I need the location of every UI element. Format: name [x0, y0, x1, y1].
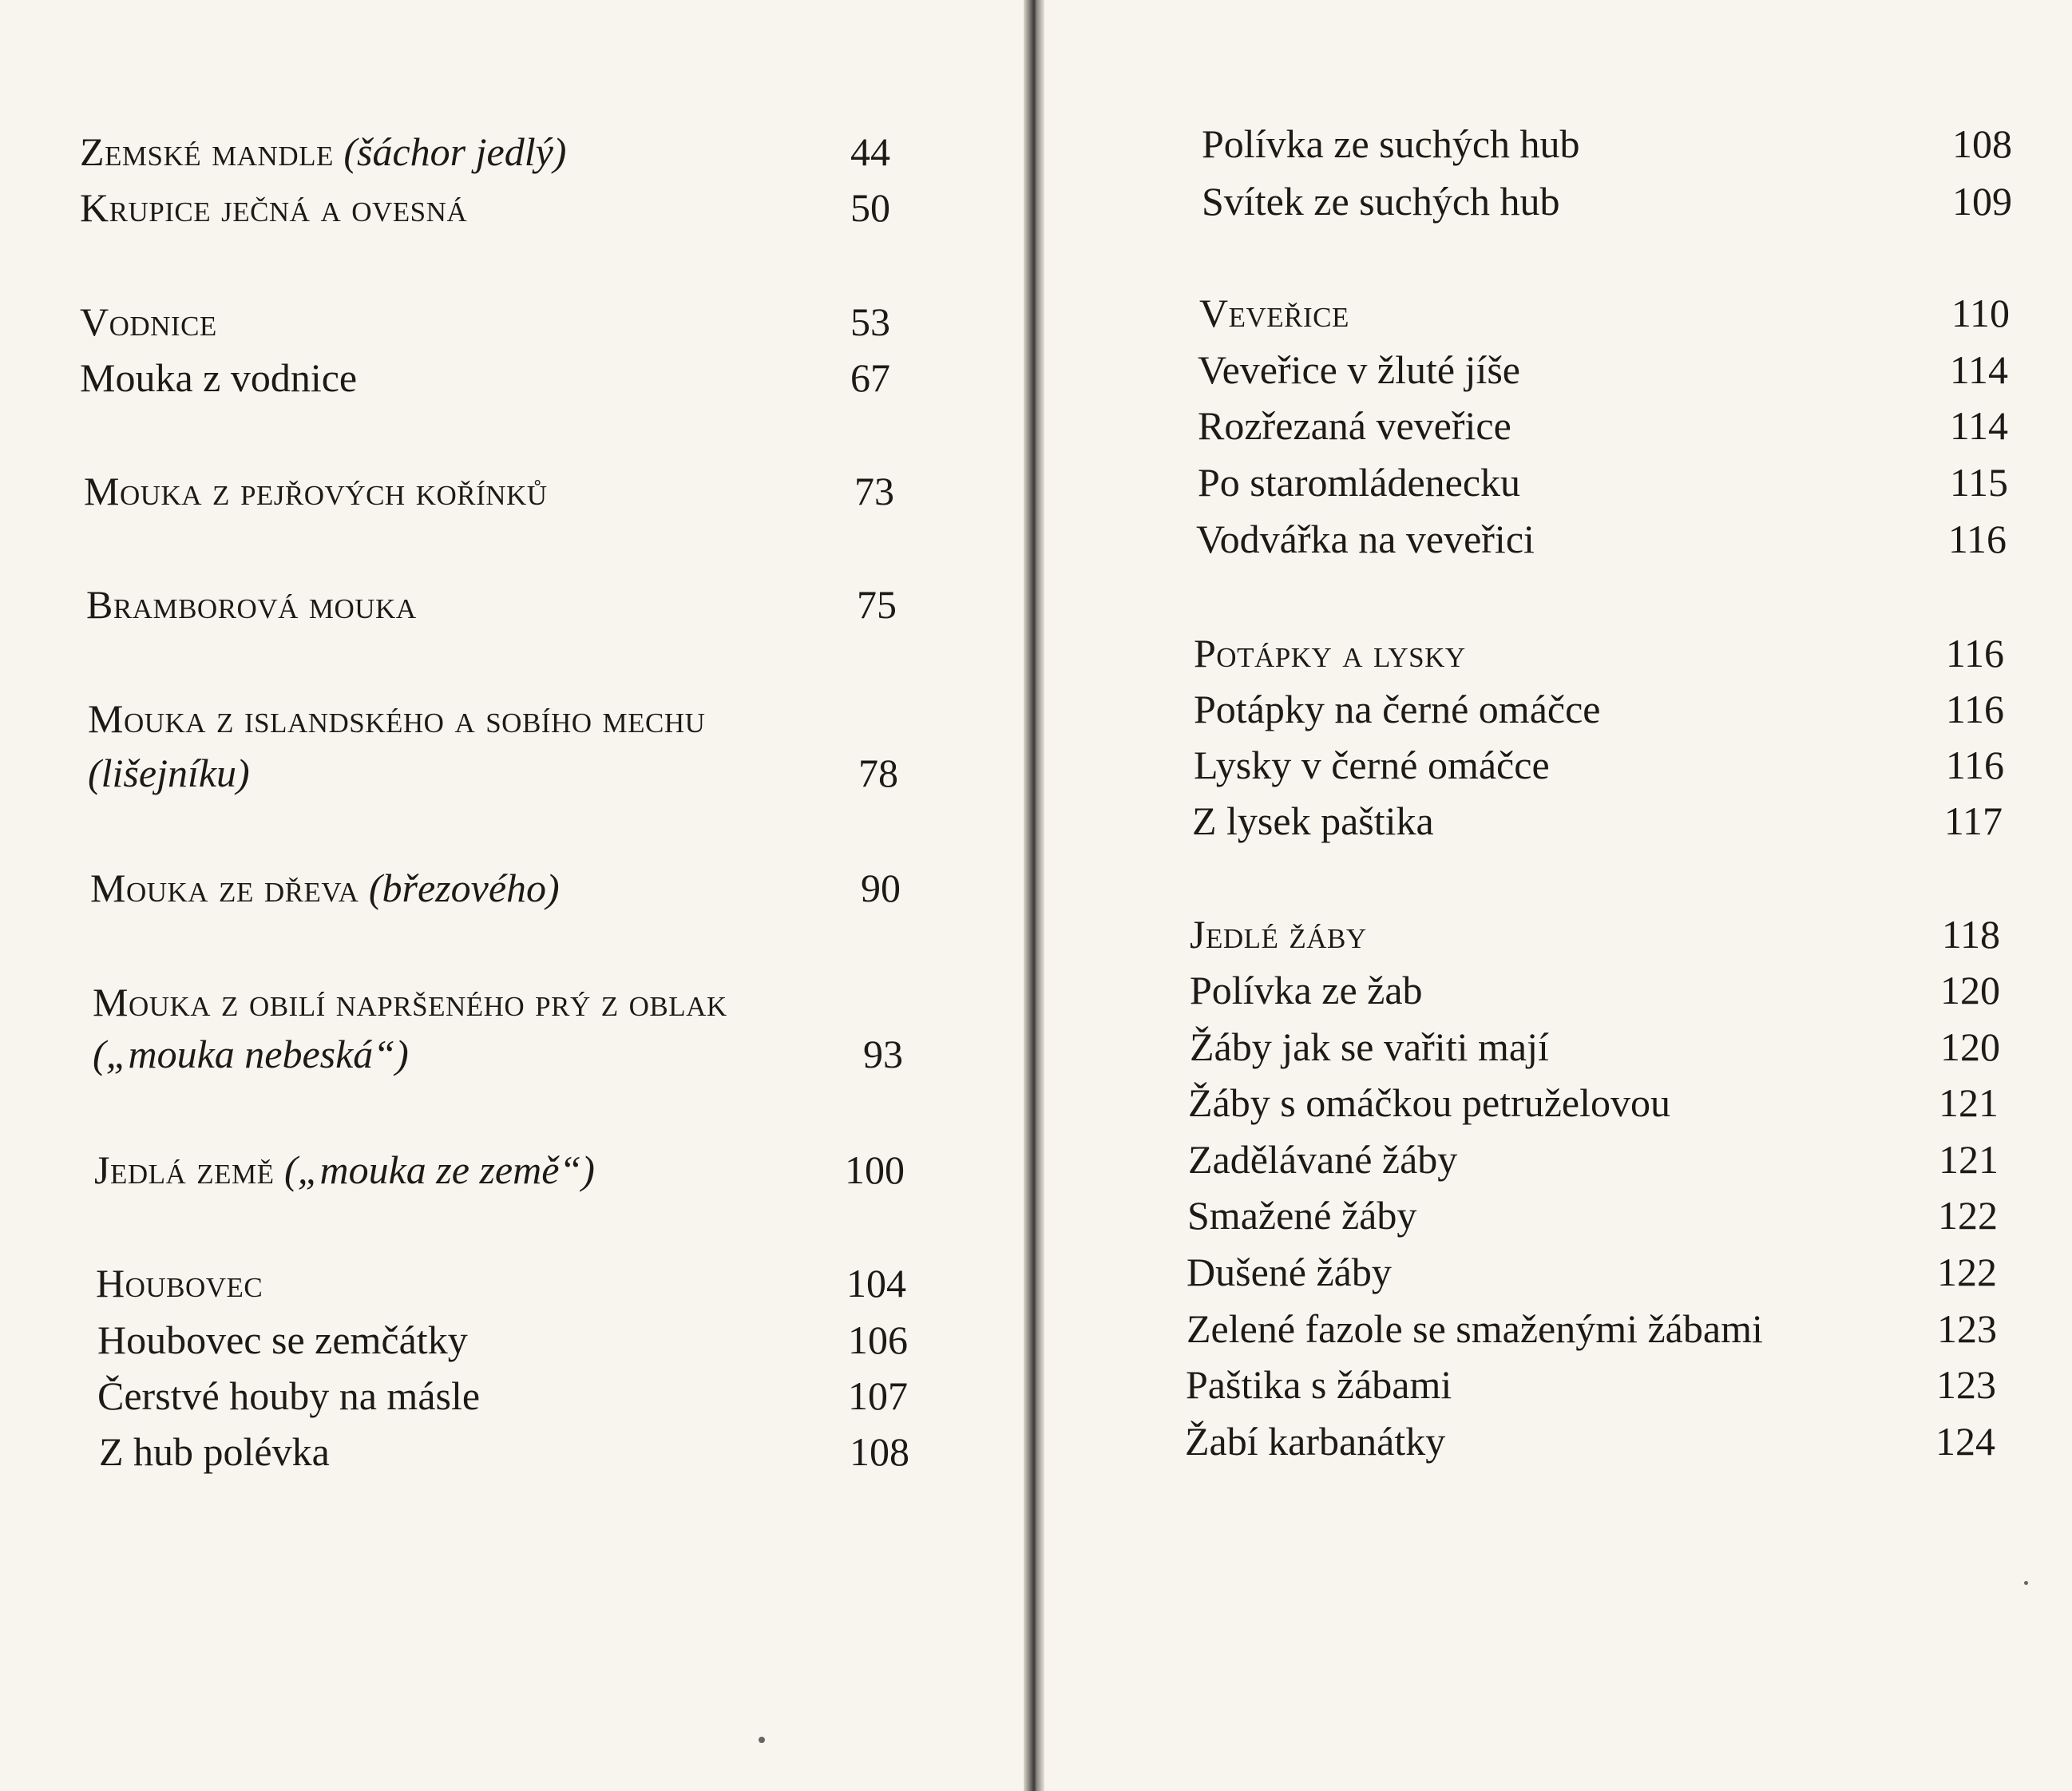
- toc-entry: [1194, 629, 2004, 677]
- page-number: 73: [854, 469, 894, 513]
- entry-title: Bramborová mouka: [86, 582, 417, 627]
- toc-entry: [1188, 1135, 1999, 1183]
- entry-subtitle: (šáchor jedlý): [343, 129, 567, 174]
- entry-title: Potápky na černé omáčce: [1194, 687, 1601, 731]
- entry-title: Houbovec: [96, 1261, 263, 1306]
- entry-title: Zadělávané žáby: [1188, 1137, 1458, 1182]
- toc-entry: [90, 864, 901, 912]
- toc-entry: [1202, 120, 2012, 168]
- entry-title: Mouka z islandského a sobího mechu: [88, 696, 706, 741]
- entry-title: Čerstvé houby na másle: [97, 1373, 481, 1418]
- page-number: 116: [1945, 687, 2004, 731]
- page-number: 53: [850, 299, 890, 344]
- entry-title: Paštika s žábami: [1186, 1362, 1452, 1407]
- toc-entry: [1202, 177, 2012, 225]
- toc-entry: [97, 1372, 908, 1420]
- page-number: 114: [1949, 403, 2008, 448]
- page-number: 114: [1949, 347, 2008, 392]
- page-number: 75: [857, 582, 897, 627]
- page-number: 78: [858, 751, 898, 795]
- entry-subtitle: (lišejníku): [88, 751, 250, 795]
- toc-entry: [1190, 966, 2000, 1014]
- page-number: 100: [845, 1147, 905, 1192]
- entry-title: Polívka ze žab: [1190, 968, 1423, 1012]
- toc-entry: [80, 184, 890, 232]
- page-number: 50: [850, 185, 890, 230]
- entry-title: Žáby jak se vařiti mají: [1190, 1024, 1549, 1069]
- entry-title: Jedlé žáby: [1190, 912, 1367, 957]
- page-number: 115: [1949, 460, 2008, 505]
- page-number: 107: [848, 1373, 908, 1418]
- entry-title: Vodvářka na veveřici: [1196, 517, 1535, 561]
- page-number: 121: [1939, 1080, 1999, 1125]
- page-number: 116: [1947, 517, 2007, 561]
- toc-entry: [1198, 458, 2008, 506]
- entry-title: Houbovec se zemčátky: [97, 1317, 468, 1362]
- toc-entry: [1198, 346, 2008, 394]
- toc-entry: [1196, 515, 2007, 563]
- entry-title: Vodnice: [80, 299, 217, 344]
- entry-title: Zemské mandle: [80, 129, 334, 174]
- entry-title: Z hub polévka: [99, 1429, 330, 1474]
- toc-entry: [80, 298, 890, 346]
- paper-speck: [2024, 1581, 2028, 1585]
- toc-entry: [1198, 402, 2008, 450]
- toc-entry: [1188, 1079, 1999, 1127]
- entry-subtitle: („mouka nebeská“): [93, 1032, 409, 1076]
- entry-title: Mouka z obilí napršeného prý z oblak: [93, 980, 727, 1024]
- toc-entry: [96, 1259, 906, 1307]
- entry-title: Veveřice v žluté jíše: [1198, 347, 1520, 392]
- page-number: 120: [1940, 968, 2000, 1012]
- toc-entry-continuation: [93, 1030, 903, 1078]
- toc-entry: [1190, 910, 2000, 958]
- toc-entry: [84, 467, 894, 515]
- entry-subtitle: („mouka ze země“): [284, 1147, 595, 1192]
- toc-entry: [88, 695, 898, 743]
- entry-title: Polívka ze suchých hub: [1202, 121, 1580, 166]
- toc-entry: [1190, 1023, 2000, 1071]
- entry-title: Mouka z pejřových kořínků: [84, 469, 548, 513]
- entry-title: Krupice ječná a ovesná: [80, 185, 468, 230]
- paper-speck: [759, 1737, 765, 1743]
- page-number: 67: [850, 355, 890, 400]
- page-number: 110: [1951, 291, 2010, 335]
- toc-entry: [1187, 1248, 1997, 1296]
- toc-entry: [1194, 741, 2004, 789]
- page-number: 124: [1935, 1419, 1995, 1464]
- toc-entry: [80, 354, 890, 402]
- toc-entry: [1185, 1417, 1995, 1465]
- toc-entry: [1187, 1305, 1997, 1353]
- entry-title: Zelené fazole se smaženými žábami: [1187, 1306, 1763, 1351]
- entry-title: Mouka ze dřeva: [90, 866, 359, 910]
- toc-entry: [86, 580, 897, 628]
- page-number: 122: [1938, 1193, 1998, 1238]
- page-number: 108: [1952, 121, 2012, 166]
- page-number: 109: [1952, 179, 2012, 224]
- toc-entry: [1194, 685, 2004, 733]
- page-number: 123: [1937, 1306, 1997, 1351]
- page-number: 90: [861, 866, 901, 910]
- entry-title: Lysky v černé omáčce: [1194, 743, 1550, 787]
- entry-title: Rozřezaná veveřice: [1198, 403, 1511, 448]
- entry-title: Jedlá země: [94, 1147, 275, 1192]
- page-number: 116: [1945, 631, 2004, 676]
- toc-entry: [1187, 1191, 1998, 1239]
- page-number: 44: [850, 129, 890, 174]
- page-number: 93: [863, 1032, 903, 1076]
- entry-title: Svítek ze suchých hub: [1202, 179, 1560, 224]
- page-number: 121: [1939, 1137, 1999, 1182]
- page-number: 122: [1937, 1250, 1997, 1294]
- page-number: 118: [1941, 912, 2000, 957]
- entry-title: Dušené žáby: [1187, 1250, 1392, 1294]
- entry-subtitle: (březového): [368, 866, 560, 910]
- entry-title: Po staromládenecku: [1198, 460, 1521, 505]
- toc-entry: [94, 1146, 905, 1194]
- toc-entry: [1199, 289, 2010, 337]
- page-number: 106: [848, 1317, 908, 1362]
- entry-title: Potápky a lysky: [1194, 631, 1466, 676]
- toc-entry: [93, 978, 903, 1026]
- page-number: 104: [846, 1261, 906, 1306]
- toc-entry: [1192, 797, 2003, 845]
- toc-entry: [1186, 1361, 1996, 1409]
- entry-title: Smažené žáby: [1187, 1193, 1417, 1238]
- toc-entry: [99, 1428, 909, 1476]
- page-number: 123: [1936, 1362, 1996, 1407]
- toc-entry: [97, 1316, 908, 1364]
- entry-title: Veveřice: [1199, 291, 1349, 335]
- entry-title: Žabí karbanátky: [1185, 1419, 1446, 1464]
- page-number: 120: [1940, 1024, 2000, 1069]
- page-number: 108: [850, 1429, 909, 1474]
- toc-entry-continuation: [88, 749, 898, 797]
- entry-title: Žáby s omáčkou petruželovou: [1188, 1080, 1670, 1125]
- page-number: 117: [1943, 798, 2003, 843]
- page-number: 116: [1945, 743, 2004, 787]
- toc-entry: [80, 128, 890, 176]
- entry-title: Z lysek paštika: [1192, 798, 1434, 843]
- entry-title: Mouka z vodnice: [80, 355, 358, 400]
